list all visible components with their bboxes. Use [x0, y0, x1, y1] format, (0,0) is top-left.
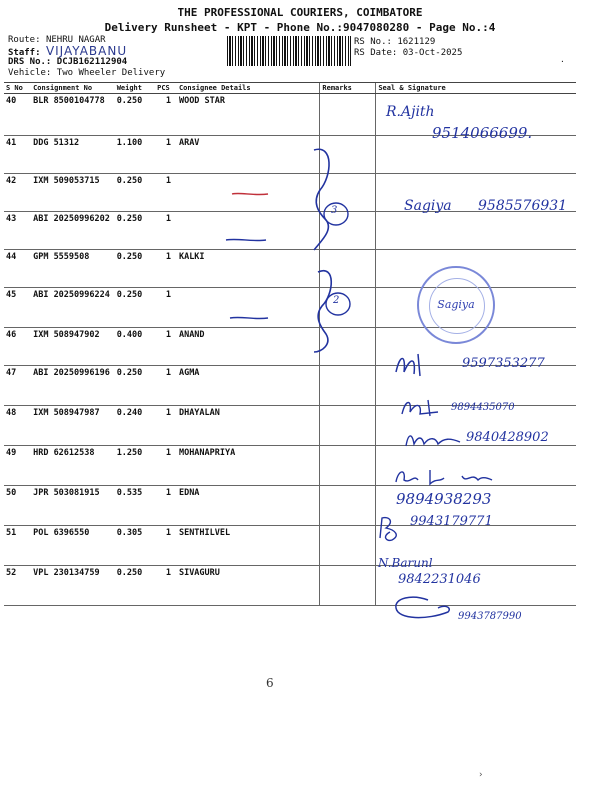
col-seal: Seal & Signature: [376, 83, 576, 94]
route-value: NEHRU NAGAR: [45, 35, 106, 45]
cell-consignee: ANAND: [173, 328, 320, 366]
cell-consignee: MOHANAPRIYA: [173, 446, 320, 486]
cell-sno: 43: [4, 212, 31, 250]
cell-pcs: 1: [155, 366, 173, 406]
cell-sno: 46: [4, 328, 31, 366]
cell-remarks: [320, 526, 376, 566]
cell-weight: 0.250: [115, 366, 155, 406]
signature-49-phone: 9894938293: [396, 490, 492, 508]
cell-seal: [376, 212, 576, 250]
cell-consignee: WOOD STAR: [173, 94, 320, 136]
signature-40-phone: 9514066699.: [432, 124, 533, 142]
dash-45: [230, 317, 268, 318]
rs-number: RS No.: 1621129: [354, 37, 436, 47]
col-weight: Weight: [115, 83, 155, 94]
route-label: Route:: [8, 35, 41, 45]
cell-consignment: IXM 509053715: [31, 174, 115, 212]
cell-pcs: 1: [155, 566, 173, 606]
cell-consignment: IXM 508947902: [31, 328, 115, 366]
signature-50-scribble: [376, 512, 412, 544]
cell-weight: 0.305: [115, 526, 155, 566]
table-row: [4, 366, 576, 406]
cell-weight: 0.250: [115, 174, 155, 212]
col-pcs: PCS: [155, 83, 173, 94]
bracket-1: [314, 149, 329, 250]
cell-pcs: 1: [155, 288, 173, 328]
cell-consignment: VPL 230134759: [31, 566, 115, 606]
cell-consignee: SIVAGURU: [173, 566, 320, 606]
runsheet-subtitle: Delivery Runsheet - KPT - Phone No.:9047080280 - Page No.:4: [104, 21, 496, 34]
signature-52-phone: 9943787990: [458, 611, 522, 622]
cell-remarks: [320, 486, 376, 526]
signature-52-scribble: [388, 594, 458, 622]
cell-weight: 0.250: [115, 212, 155, 250]
cell-consignment: DDG 51312: [31, 136, 115, 174]
corner-dot: .: [560, 55, 565, 64]
cell-sno: 45: [4, 288, 31, 328]
cell-sno: 44: [4, 250, 31, 288]
cell-remarks: [320, 446, 376, 486]
signature-46-phone: 9597353277: [462, 356, 545, 371]
cell-pcs: 1: [155, 250, 173, 288]
corner-mark: ›: [478, 770, 484, 780]
barcode: [227, 36, 351, 66]
cell-pcs: 1: [155, 526, 173, 566]
signature-42-phone: 9585576931: [478, 198, 568, 214]
cell-pcs: 1: [155, 174, 173, 212]
bracket-2-number: 2: [333, 295, 340, 306]
table-header: [4, 83, 576, 94]
signature-51-phone: 9842231046: [398, 572, 481, 587]
cell-consignment: GPM 5559508: [31, 250, 115, 288]
signature-49-scribble: [392, 466, 502, 490]
cell-consignment: ABI 20250996196: [31, 366, 115, 406]
drs-label: DRS No.:: [8, 57, 52, 67]
signature-46-scribble: [390, 350, 432, 380]
cell-remarks: [320, 566, 376, 606]
cell-weight: 1.100: [115, 136, 155, 174]
cell-sno: 50: [4, 486, 31, 526]
cell-remarks: [320, 366, 376, 406]
cell-pcs: 1: [155, 406, 173, 446]
cell-weight: 0.250: [115, 566, 155, 606]
signature-48-scribble: [402, 428, 466, 452]
cell-sno: 47: [4, 366, 31, 406]
signature-40-name: R.Ajith: [386, 104, 435, 120]
table-row: [4, 566, 576, 606]
cell-sno: 40: [4, 94, 31, 136]
cell-consignee: SENTHILVEL: [173, 526, 320, 566]
cell-sno: 41: [4, 136, 31, 174]
cell-sno: 52: [4, 566, 31, 606]
vehicle-label: Vehicle:: [8, 68, 52, 78]
table-row: [4, 526, 576, 566]
col-consignment: Consignment No: [31, 83, 115, 94]
cell-consignment: HRD 62612538: [31, 446, 115, 486]
handwritten-page-mark: 6: [266, 676, 274, 690]
cell-consignee: DHAYALAN: [173, 406, 320, 446]
signature-47-scribble: [398, 394, 452, 420]
cell-weight: 0.400: [115, 328, 155, 366]
company-seal-stamp: [417, 266, 495, 344]
signature-50-phone: 9943179771: [410, 514, 493, 529]
cell-pcs: 1: [155, 486, 173, 526]
dash-42: [232, 193, 268, 194]
signature-51-name: N.Barunl: [378, 556, 433, 570]
company-title: THE PROFESSIONAL COURIERS, COIMBATORE: [177, 6, 423, 19]
cell-weight: 1.250: [115, 446, 155, 486]
cell-sno: 49: [4, 446, 31, 486]
staff-label: Staff:: [8, 48, 41, 58]
cell-sno: 48: [4, 406, 31, 446]
cell-pcs: 1: [155, 94, 173, 136]
cell-consignee: KALKI: [173, 250, 320, 288]
bracket-1-number: 3: [331, 205, 338, 216]
cell-pcs: 1: [155, 212, 173, 250]
cell-consignment: ABI 20250996202: [31, 212, 115, 250]
cell-remarks: [320, 94, 376, 136]
cell-pcs: 1: [155, 136, 173, 174]
signature-42-name: Sagiya: [404, 198, 452, 214]
cell-consignee: ARAV: [173, 136, 320, 174]
cell-weight: 0.535: [115, 486, 155, 526]
col-remarks: Remarks: [320, 83, 376, 94]
staff-line: [8, 44, 127, 58]
col-sno: S No: [4, 83, 31, 94]
drs-line: [8, 57, 127, 67]
cell-consignment: JPR 503081915: [31, 486, 115, 526]
staff-value: VIJAYABANU: [45, 44, 128, 58]
stamp-signature: Sagiya: [437, 298, 475, 311]
cell-weight: 0.250: [115, 250, 155, 288]
cell-remarks: [320, 406, 376, 446]
vehicle-value: Two Wheeler Delivery: [56, 68, 166, 78]
cell-pcs: 1: [155, 328, 173, 366]
bracket-annotations: [222, 146, 370, 354]
cell-sno: 51: [4, 526, 31, 566]
cell-weight: 0.250: [115, 288, 155, 328]
cell-consignment: IXM 508947987: [31, 406, 115, 446]
vehicle-line: [8, 68, 165, 78]
signature-48-phone: 9840428902: [466, 430, 549, 445]
cell-sno: 42: [4, 174, 31, 212]
cell-pcs: 1: [155, 446, 173, 486]
cell-consignment: ABI 20250996224: [31, 288, 115, 328]
cell-consignment: POL 6396550: [31, 526, 115, 566]
signature-47-phone: 9894435070: [451, 402, 515, 413]
cell-weight: 0.250: [115, 94, 155, 136]
cell-weight: 0.240: [115, 406, 155, 446]
dash-43: [226, 239, 266, 240]
cell-consignee: EDNA: [173, 486, 320, 526]
col-consignee: Consignee Details: [173, 83, 320, 94]
rs-date: RS Date: 03-Oct-2025: [354, 48, 463, 58]
drs-value: DCJB162112904: [56, 57, 128, 67]
cell-consignee: AGMA: [173, 366, 320, 406]
cell-consignment: BLR 8500104778: [31, 94, 115, 136]
